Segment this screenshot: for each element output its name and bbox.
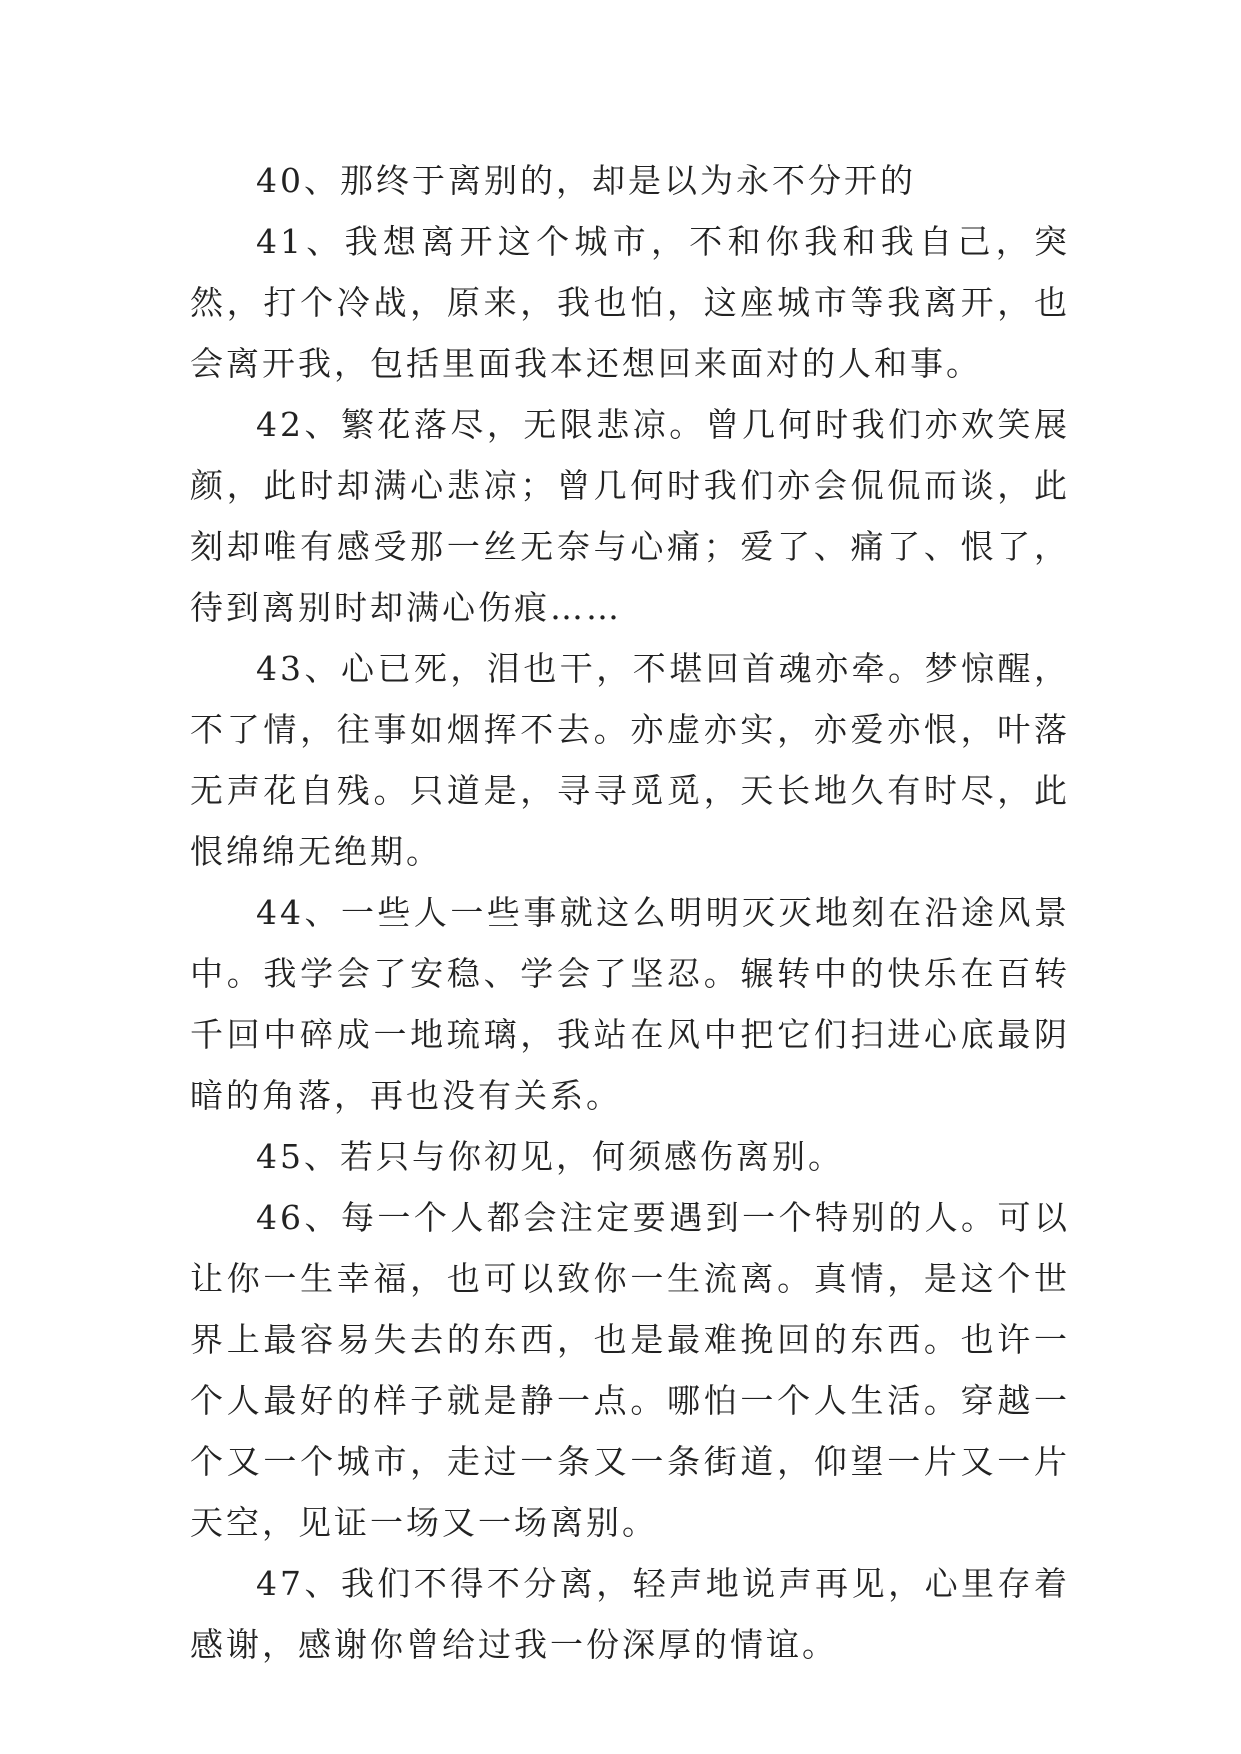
- paragraph-46: 46、每一个人都会注定要遇到一个特别的人。可以让你一生幸福，也可以致你一生流离。真情，是这个世界上最容易失去的东西，也是最难挽回的东西。也许一个人最好的样子就是静一点。哪怕一个人生活。穿越一个又一个城市，走过一条又一条街道，仰望一片又一片天空，见证一场又一场离别。: [190, 1198, 1070, 1542]
- paragraph-41: 41、我想离开这个城市，不和你我和我自己，突然，打个冷战，原来，我也怕，这座城市等我离开，也会离开我，包括里面我本还想回来面对的人和事。: [190, 222, 1070, 383]
- document-body: [190, 150, 1070, 1675]
- paragraph-43: 43、心已死，泪也干，不堪回首魂亦牵。梦惊醒，不了情，往事如烟挥不去。亦虚亦实，亦爱亦恨，叶落无声花自残。只道是，寻寻觅觅，天长地久有时尽，此恨绵绵无绝期。: [190, 649, 1070, 871]
- paragraph-47: 47、我们不得不分离，轻声地说声再见，心里存着感谢，感谢你曾给过我一份深厚的情谊。: [190, 1564, 1070, 1664]
- paragraph-40: 40、那终于离别的，却是以为永不分开的: [256, 161, 916, 200]
- paragraph-42: 42、繁花落尽，无限悲凉。曾几何时我们亦欢笑展颜，此时却满心悲凉；曾几何时我们亦会侃侃而谈，此刻却唯有感受那一丝无奈与心痛；爱了、痛了、恨了，待到离别时却满心伤痕……: [190, 405, 1070, 627]
- paragraph-45: 45、若只与你初见，何须感伤离别。: [256, 1137, 844, 1176]
- paragraph-44: 44、一些人一些事就这么明明灭灭地刻在沿途风景中。我学会了安稳、学会了坚忍。辗转中的快乐在百转千回中碎成一地琉璃，我站在风中把它们扫进心底最阴暗的角落，再也没有关系。: [190, 893, 1070, 1115]
